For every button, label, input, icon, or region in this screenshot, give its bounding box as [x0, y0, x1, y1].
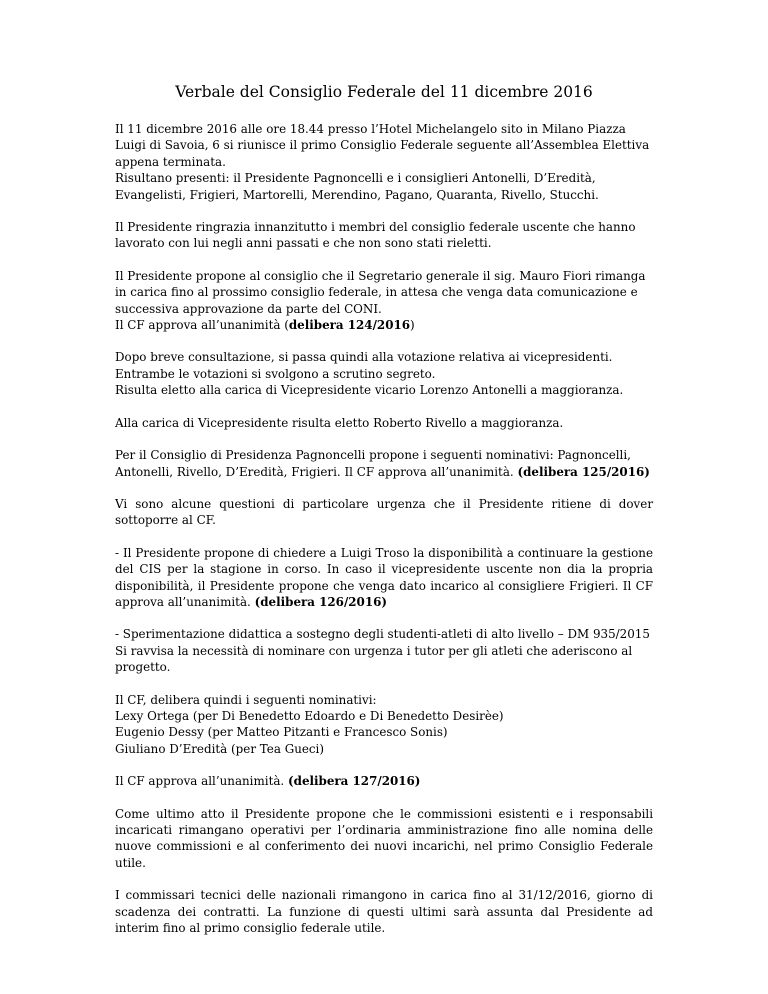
secretary-text: Il Presidente propone al consiglio che il Segretario generale il sig. Mauro Fiori rimanga in carica fino al prossimo consiglio federale, in attesa che venga data comunicazione e successiva approvazione da parte del CONI. — [115, 268, 646, 316]
paragraph-approval-127 — [115, 773, 653, 789]
paragraph-sperimentazione — [115, 626, 653, 675]
document-page — [115, 82, 653, 952]
delibera-124: delibera 124/2016 — [288, 318, 411, 333]
vote-line-2: Entrambe le votazioni si svolgono a scrutino segreto. — [115, 366, 436, 381]
cis-text: - Il Presidente propone di chiedere a Luigi Troso la disponibilità a continuare la gestione del CIS per la stagione in corso. In caso il vicepresidente uscente non dia la propria disponibilità, il Presidente propone che venga dato incarico al consigliere Frigieri. Il CF approva all’unanimità. — [115, 545, 653, 609]
tutor-ortega: Lexy Ortega (per Di Benedetto Edoardo e Di Benedetto Desirèe) — [115, 708, 504, 723]
paragraph-technical-commissioners: I commissari tecnici delle nazionali rimangono in carica fino al 31/12/2016, giorno di scadenza dei contratti. La funzione di questi ultimi sarà assunta dal Presidente ad interim fino al primo consiglio federale utile. — [115, 888, 653, 936]
document-title: Verbale del Consiglio Federale del 11 dicembre 2016 — [175, 83, 593, 101]
paragraph-vote — [115, 349, 653, 398]
approval-close: ) — [410, 318, 415, 333]
tutor-deredita: Giuliano D’Eredità (per Tea Gueci) — [115, 741, 324, 756]
approval-127-text: Il CF approva all’unanimità. — [115, 774, 288, 789]
paragraph-urgent: Vi sono alcune questioni di particolare urgenza che il Presidente ritiene di dover sottoporre al CF. — [115, 496, 653, 528]
paragraph-opening — [115, 121, 653, 203]
sperimentazione-line-1: - Sperimentazione didattica a sostegno degli studenti-atleti di alto livello – DM 935/2015 — [115, 627, 650, 642]
delibera-125: (delibera 125/2016) — [517, 464, 650, 479]
tutor-dessy: Eugenio Dessy (per Matteo Pitzanti e Francesco Sonis) — [115, 725, 448, 740]
paragraph-vicepresident: Alla carica di Vicepresidente risulta eletto Roberto Rivello a maggioranza. — [115, 415, 564, 430]
approval-text: Il CF approva all’unanimità ( — [115, 318, 289, 333]
delibera-127: (delibera 127/2016) — [288, 774, 421, 789]
paragraph-secretary — [115, 268, 653, 334]
delibera-126: (delibera 126/2016) — [254, 594, 388, 609]
opening-text: Il 11 dicembre 2016 alle ore 18.44 presso l’Hotel Michelangelo sito in Milano Piazza Luigi di Savoia, 6 si riunisce il primo Consiglio Federale seguente all’Assemblea Elettiva appena terminata. — [115, 122, 650, 169]
paragraph-tutors — [115, 692, 653, 758]
paragraph-thanks: Il Presidente ringrazia innanzitutto i membri del consiglio federale uscente che hanno lavorato con lui negli anni passati e che non sono stati rieletti. — [115, 220, 636, 251]
sperimentazione-line-2: Si ravvisa la necessità di nominare con urgenza i tutor per gli atleti che aderiscono al progetto. — [115, 643, 633, 675]
presidency-text: Per il Consiglio di Presidenza Pagnoncelli propone i seguenti nominativi: Pagnoncelli, Antonelli, Rivello, D’Eredità, Frigieri. Il CF approva all’unanimità. — [115, 448, 631, 479]
paragraph-cis — [115, 545, 653, 611]
vote-line-3: Risulta eletto alla carica di Vicepresidente vicario Lorenzo Antonelli a maggioranza. — [115, 383, 624, 398]
vote-line-1: Dopo breve consultazione, si passa quindi alla votazione relativa ai vicepresidenti. — [115, 350, 613, 365]
tutors-intro: Il CF, delibera quindi i seguenti nominativi: — [115, 692, 377, 707]
attendees-text: Risultano presenti: il Presidente Pagnoncelli e i consiglieri Antonelli, D’Eredità, Evangelisti, Frigieri, Martorelli, Merendino, Pagano, Quaranta, Rivello, Stucchi. — [115, 171, 599, 202]
paragraph-presidency — [115, 447, 653, 480]
approval-line — [115, 317, 653, 333]
paragraph-commissions: Come ultimo atto il Presidente propone che le commissioni esistenti e i responsabili incaricati rimangano operativi per l’ordinaria amministrazione fino alle nomina delle nuove commissioni e al conferimento dei nuovi incarichi, nel primo Consiglio Federale utile. — [115, 806, 653, 870]
